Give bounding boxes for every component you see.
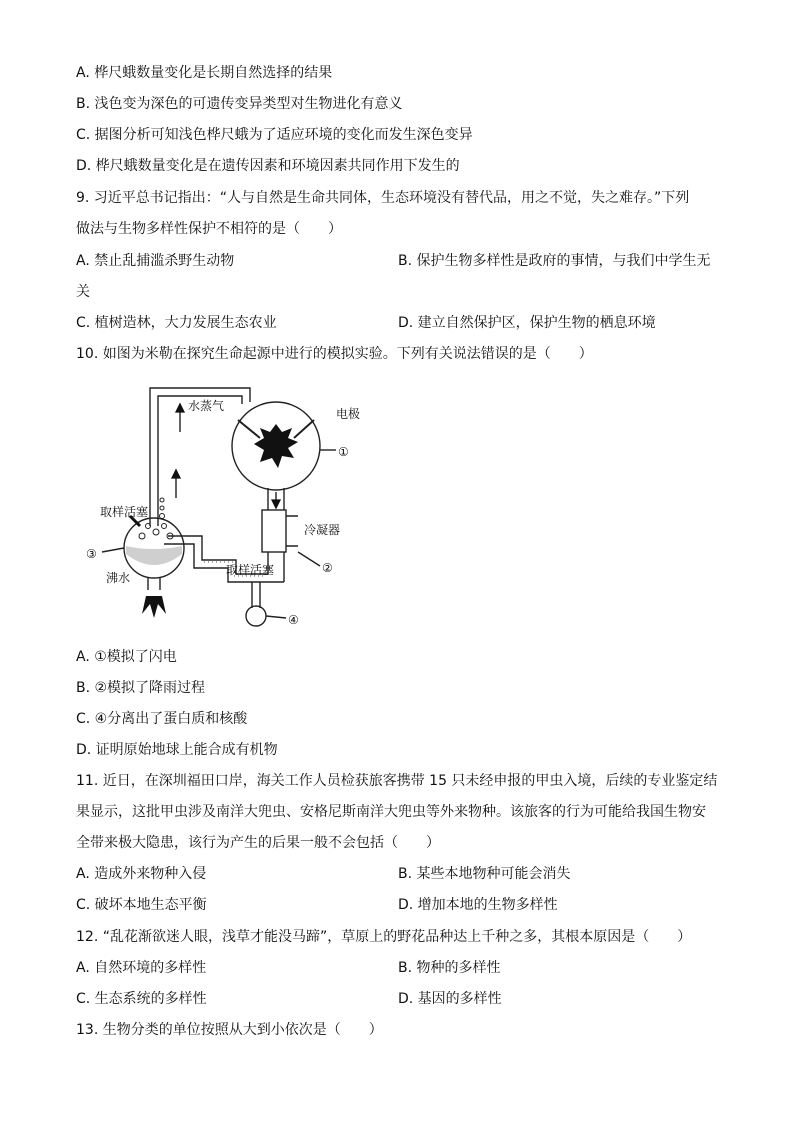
q8-option-a: A. 桦尺蛾数量变化是长期自然选择的结果	[76, 65, 333, 81]
q11-stem-line2: 果显示，这批甲虫涉及南洋大兜虫、安格尼斯南洋大兜虫等外来物种。该旅客的行为可能给我国生物安	[76, 804, 706, 820]
label-condenser: 冷凝器	[304, 523, 341, 537]
q11-option-d: D. 增加本地的生物多样性	[398, 897, 558, 913]
q10-option-c: C. ④分离出了蛋白质和核酸	[76, 711, 248, 727]
q9-option-a: A. 禁止乱捕滥杀野生动物	[76, 253, 235, 269]
label-n2: ②	[322, 561, 333, 575]
label-n3: ③	[86, 547, 97, 561]
q9-option-c: C. 植树造林，大力发展生态农业	[76, 315, 277, 331]
q9-option-b-continued: 关	[76, 284, 90, 300]
q10-option-d: D. 证明原始地球上能合成有机物	[76, 742, 278, 758]
sample-collection-bulb	[246, 606, 266, 626]
label-boiling-water: 沸水	[106, 571, 131, 585]
q12-option-b: B. 物种的多样性	[398, 960, 501, 976]
tube-left-inner	[158, 396, 242, 526]
q12-option-c: C. 生态系统的多样性	[76, 991, 207, 1007]
label-n4: ④	[288, 613, 299, 627]
q8-option-d: D. 桦尺蛾数量变化是在遗传因素和环境因素共同作用下发生的	[76, 158, 460, 174]
label-water-vapor: 水蒸气	[188, 399, 225, 413]
q12-option-a: A. 自然环境的多样性	[76, 960, 207, 976]
q8-option-b: B. 浅色变为深色的可遗传变异类型对生物进化有意义	[76, 96, 403, 112]
q9-stem-line2: 做法与生物多样性保护不相符的是（ ）	[76, 221, 342, 237]
label-n1: ①	[338, 445, 349, 459]
q13-stem: 13. 生物分类的单位按照从大到小依次是（ ）	[76, 1022, 383, 1038]
q9-stem-line1: 9. 习近平总书记指出：“人与自然是生命共同体，生态环境没有替代品，用之不觉，失之难存。”下列	[76, 190, 690, 206]
q8-option-c: C. 据图分析可知浅色桦尺蛾为了适应环境的变化而发生深色变异	[76, 127, 473, 143]
spark-icon	[254, 424, 298, 468]
label-sampling-valve-1: 取样活塞	[100, 505, 149, 519]
q9-option-b: B. 保护生物多样性是政府的事情，与我们中学生无	[398, 253, 711, 269]
q9-option-d: D. 建立自然保护区，保护生物的栖息环境	[398, 315, 656, 331]
q11-option-c: C. 破坏本地生态平衡	[76, 897, 207, 913]
q12-stem: 12. “乱花渐欲迷人眼，浅草才能没马蹄”，草原上的野花品种达上千种之多，其根本原因是（ ）	[76, 929, 692, 945]
q10-stem: 10. 如图为米勒在探究生命起源中进行的模拟实验。下列有关说法错误的是（ ）	[76, 346, 593, 362]
q10-option-a: A. ①模拟了闪电	[76, 649, 177, 665]
q10-option-b: B. ②模拟了降雨过程	[76, 680, 206, 696]
q11-stem-line1: 11. 近日，在深圳福田口岸，海关工作人员检获旅客携带 15 只未经申报的甲虫入境，后续的专业鉴定结	[76, 773, 718, 789]
q11-option-b: B. 某些本地物种可能会消失	[398, 866, 571, 882]
label-electrode: 电极	[336, 407, 361, 421]
q11-option-a: A. 造成外来物种入侵	[76, 866, 207, 882]
condenser-jacket	[262, 510, 286, 552]
miller-experiment-diagram	[84, 376, 374, 636]
q11-stem-line3: 全带来极大隐患，该行为产生的后果一般不会包括（ ）	[76, 835, 440, 851]
label-sampling-valve-2: 取样活塞	[226, 563, 275, 577]
q12-option-d: D. 基因的多样性	[398, 991, 502, 1007]
flame-icon	[142, 596, 166, 618]
